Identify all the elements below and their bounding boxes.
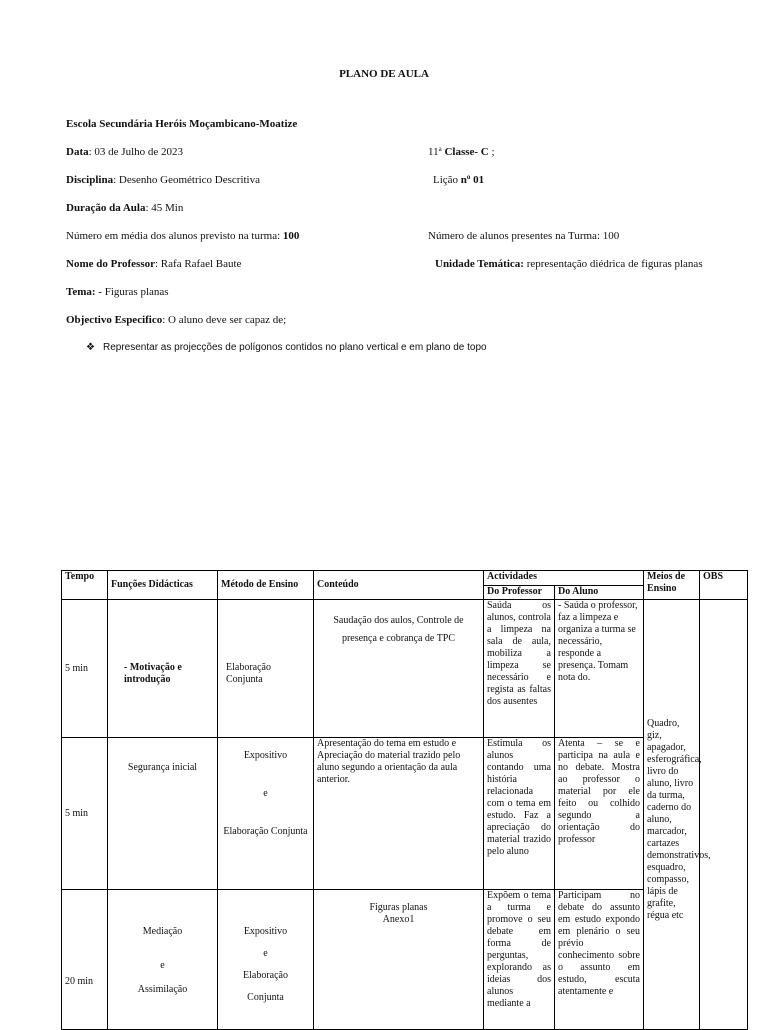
teacher-line bbox=[66, 258, 241, 270]
duration-label: Duração da Aula bbox=[66, 202, 146, 214]
row2-conteudo: Apresentação do tema em estudo e Apreciação do material trazido pelo aluno segundo a orientação da aula anterior. bbox=[314, 738, 484, 890]
row3-conteudo bbox=[314, 890, 484, 1030]
present-students-line: Número de alunos presentes na Turma: 100 bbox=[428, 230, 620, 242]
theme-value: Figuras planas bbox=[101, 286, 169, 298]
theme-label: Tema: - bbox=[66, 286, 102, 298]
duration-value: : 45 Min bbox=[145, 202, 184, 214]
class-sup: a bbox=[438, 145, 442, 153]
row3-tempo: 20 min bbox=[62, 890, 108, 1030]
row3-metodo-3: Elaboração bbox=[243, 970, 288, 981]
objective-value: : O aluno deve ser capaz de; bbox=[162, 314, 287, 326]
row2-metodo-3: Elaboração Conjunta bbox=[223, 826, 308, 837]
row3-funcao bbox=[108, 890, 218, 1030]
row3-conteudo-1: Figuras planas bbox=[369, 902, 428, 913]
row3-metodo-4: Conjunta bbox=[247, 992, 284, 1003]
unit-value: representação diédrica de figuras planas bbox=[523, 258, 703, 270]
unit-line bbox=[435, 258, 703, 270]
row1-funcao: - Motivação e introdução bbox=[108, 600, 218, 738]
date-value: : 03 de Julho de 2023 bbox=[88, 146, 184, 158]
class-number: 11 bbox=[428, 146, 439, 158]
objective-bullet-text: Representar as projecções de polígonos contidos no plano vertical e em plano de topo bbox=[103, 342, 487, 353]
row3-metodo bbox=[218, 890, 314, 1030]
objective-line bbox=[66, 314, 286, 326]
class-label: Classe- C bbox=[441, 146, 489, 158]
row1-professor: Saúda os alunos, controla a limpeza na sala de aula, mobiliza a limpeza se necessário e regista as faltas dos ausentes bbox=[484, 600, 555, 738]
lesson-label: n bbox=[460, 174, 467, 186]
subject-value: : Desenho Geométrico Descritiva bbox=[113, 174, 260, 186]
page-title: PLANO DE AULA bbox=[339, 68, 429, 80]
header-metodo: Método de Ensino bbox=[218, 571, 314, 600]
theme-line bbox=[66, 286, 169, 298]
header-professor: Do Professor bbox=[484, 586, 555, 600]
lesson-value: 01 bbox=[470, 174, 485, 186]
teacher-label: Nome do Professor bbox=[66, 258, 155, 270]
row1-metodo: Elaboração Conjunta bbox=[218, 600, 314, 738]
lesson-line bbox=[433, 174, 484, 186]
row1-aluno: - Saúda o professor, faz a limpeza e organiza a turma se necessário, responde a presença. Tomam nota do. bbox=[555, 600, 644, 738]
subject-label: Disciplina bbox=[66, 174, 114, 186]
header-aluno: Do Aluno bbox=[555, 586, 644, 600]
row1-tempo: 5 min bbox=[62, 600, 108, 738]
row2-aluno: Atenta – se e participa na aula e no debate. Mostra ao professor o material por ele feito ou colhido segundo a orientação do professor bbox=[555, 738, 644, 890]
objective-label: Objectivo Especifico bbox=[66, 314, 163, 326]
row3-funcao-1: Mediação bbox=[142, 926, 183, 937]
header-actividades: Actividades bbox=[484, 571, 644, 586]
header-meios: Meios de Ensino bbox=[644, 571, 700, 600]
table-header-row bbox=[62, 571, 748, 586]
row3-funcao-2: e bbox=[160, 960, 165, 971]
header-funcoes: Funções Didácticas bbox=[108, 571, 218, 600]
header-conteudo: Conteúdo bbox=[314, 571, 484, 600]
row2-metodo-1: Expositivo bbox=[243, 750, 288, 761]
row2-metodo bbox=[218, 738, 314, 890]
header-tempo: Tempo bbox=[62, 571, 108, 600]
date-label: Data bbox=[66, 146, 89, 158]
row3-aluno: Participam no debate do assunto em estudo expondo em plenário o seu prévio conhecimento sobre o assunto em estudo, escuta atentamente e bbox=[555, 890, 644, 1030]
row3-metodo-1: Expositivo bbox=[243, 926, 288, 937]
class-line bbox=[428, 146, 495, 158]
unit-label: Unidade Temática: bbox=[435, 258, 524, 270]
row2-professor: Estimula os alunos contando uma história relacionada com o tema em estudo. Faz a apreciação do material trazido pelo aluno bbox=[484, 738, 555, 890]
avg-students-text: Número em média dos alunos previsto na turma: bbox=[66, 230, 283, 242]
row3-conteudo-2: Anexo1 bbox=[382, 914, 415, 925]
class-suffix: ; bbox=[488, 146, 495, 158]
row2-tempo: 5 min bbox=[62, 738, 108, 890]
teacher-value: : Rafa Rafael Baute bbox=[155, 258, 242, 270]
avg-students-value: 100 bbox=[282, 230, 300, 242]
row3-funcao-3: Assimilação bbox=[137, 984, 188, 995]
meios-de-ensino: Quadro, giz, apagador, esferográfica, livro do aluno, livro da turma, caderno do aluno, marcador, cartazes demonstrativos, esquadro, compasso, lápis de grafite, régua etc bbox=[644, 600, 700, 1030]
lesson-sup: o bbox=[466, 173, 471, 181]
table-row bbox=[62, 600, 748, 738]
avg-students-line bbox=[66, 230, 299, 242]
school-name: Escola Secundária Heróis Moçambicano-Moatize bbox=[66, 118, 298, 130]
lesson-plan-table bbox=[61, 570, 748, 1030]
obs-cell bbox=[700, 600, 748, 1030]
row2-funcao: Segurança inicial bbox=[108, 738, 218, 890]
diamond-bullet-icon: ❖ bbox=[86, 342, 95, 353]
row3-professor: Expõem o tema a turma e promove o seu debate em forma de perguntas, explorando as ideias dos alunos mediante a bbox=[484, 890, 555, 1030]
row3-metodo-2: e bbox=[263, 948, 268, 959]
subject-line bbox=[66, 174, 260, 186]
lesson-prefix: Lição bbox=[433, 174, 461, 186]
header-obs: OBS bbox=[700, 571, 748, 600]
duration-line bbox=[66, 202, 183, 214]
row2-metodo-2: e bbox=[263, 788, 268, 799]
row1-conteudo: Saudação dos aulos, Controle de presença e cobrança de TPC bbox=[314, 600, 484, 738]
date-line bbox=[66, 146, 183, 158]
